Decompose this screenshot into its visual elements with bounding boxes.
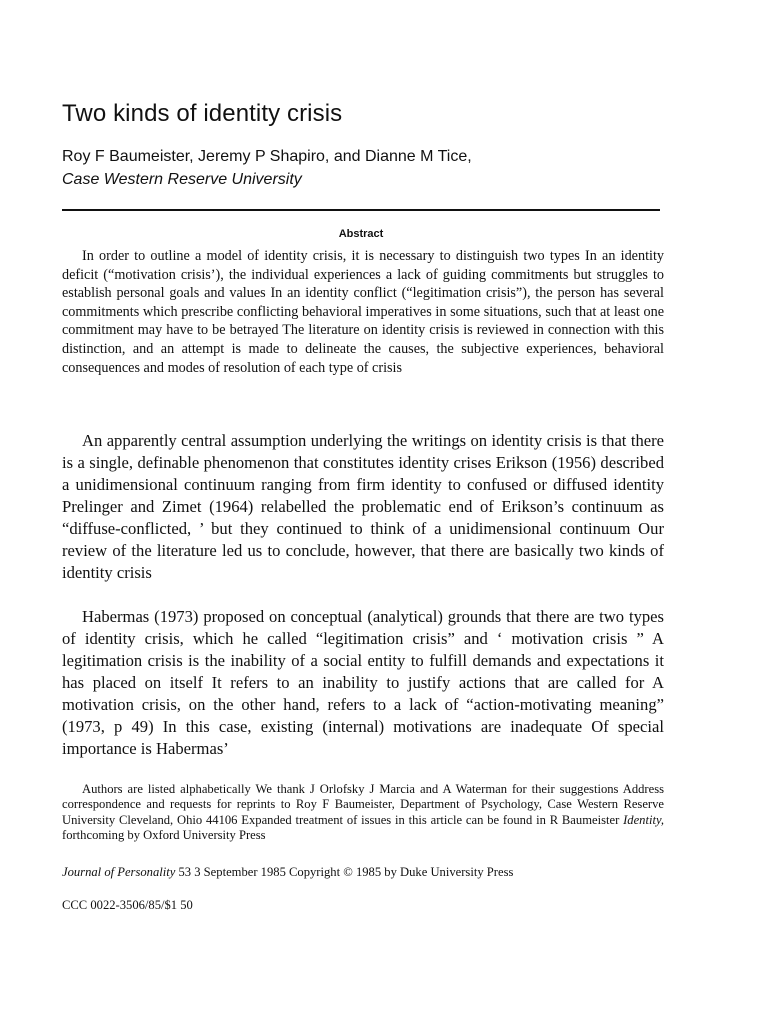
body-paragraph-1: An apparently central assumption underlying the writings on identity crisis is that there is a single, definable phenomenon that constitutes identity crises Erikson (1956) described a unidimensional continuum ranging from firm identity to confused or diffused identity Prelinger and Zimet (1964) relabelled the problematic end of Erikson’s continuum as “diffuse-conflicted, ’ but they continued to think of a unidimensional continuum Our review of the literature led us to conclude, however, that there are basically two kinds of identity crisis [62, 431, 664, 582]
journal-details: 53 3 September 1985 Copyright © 1985 by Duke University Press [175, 865, 514, 879]
journal-code: CCC 0022-3506/85/$1 50 [62, 898, 193, 912]
footnote-text-after: forthcoming by Oxford University Press [62, 828, 266, 843]
body-paragraph-2: Habermas (1973) proposed on conceptual (analytical) grounds that there are two types of identity crisis, which he called “legitimation crisis” and ‘ motivation crisis ” A legitimation crisis is the inability of a social entity to fulfill demands and expectations it has placed on itself It refers to an inability to justify actions that are called for A motivation crisis, on the other hand, refers to a lack of “action-motivating meaning” (1973, p 49) In this case, existing (internal) motivations are inadequate Of special importance is Habermas’ [62, 607, 664, 758]
author-footnote [62, 782, 664, 844]
footnote-book-title: Identity, [623, 812, 664, 827]
article-title: Two kinds of identity crisis [62, 100, 343, 127]
journal-name: Journal of Personality [62, 865, 176, 879]
footnote-text-before: Authors are listed alphabetically We thank J Orlofsky J Marcia and A Waterman for their suggestions Address correspondence and requests for reprints to Roy F Baumeister, Department of Psychology, Case Western Reserve University Cleveland, Ohio 44106 Expanded treatment of issues in this article can be found in R Baumeister [62, 782, 664, 827]
abstract-text: In order to outline a model of identity crisis, it is necessary to distinguish two types In an identity deficit (“motivation crisis’), the individual experiences a lack of guiding commitments but struggles to establish personal goals and values In an identity conflict (“legitimation crisis”), the person has several commitments which prescribe conflicting behavioral imperatives in some situations, such that at least one commitment may have to be betrayed The literature on identity crisis is reviewed in connection with this distinction, and an attempt is made to delineate the causes, the subjective experiences, behavioral consequences and modes of resolution of each type of crisis [62, 248, 664, 376]
author-affiliation: Case Western Reserve University [62, 171, 302, 188]
journal-citation [62, 864, 664, 881]
abstract-heading: Abstract [338, 228, 384, 240]
author-list: Roy F Baumeister, Jeremy P Shapiro, and Dianne M Tice, [62, 148, 472, 165]
title-divider [62, 209, 660, 211]
